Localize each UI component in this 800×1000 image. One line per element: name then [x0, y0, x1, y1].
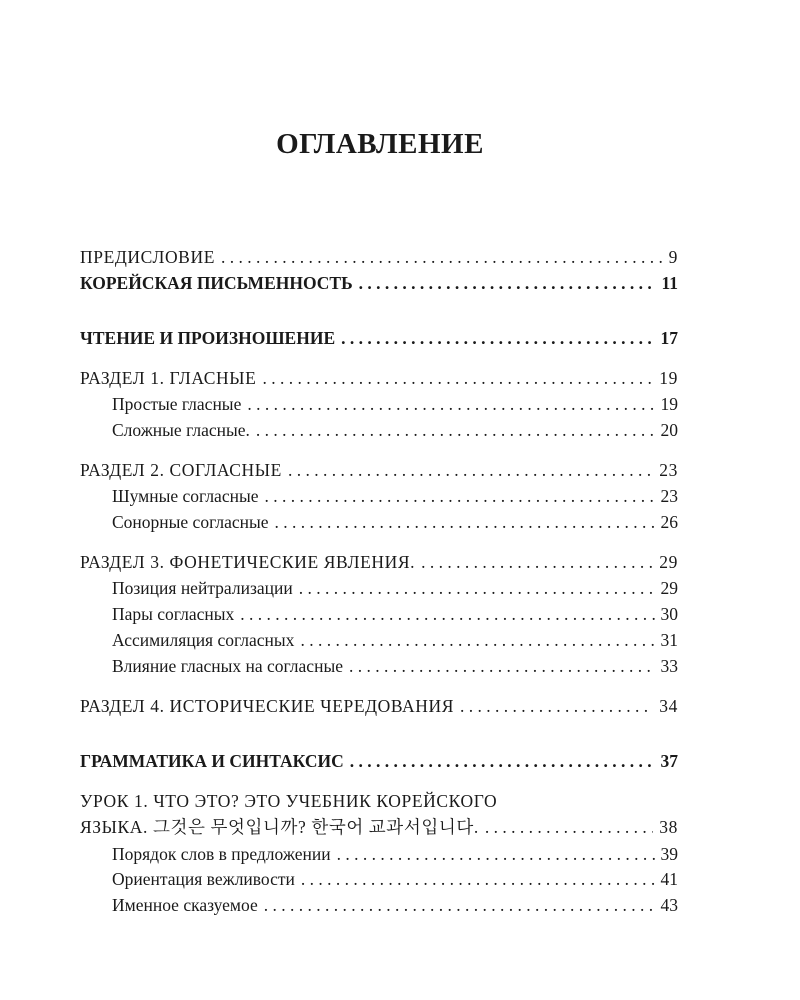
dot-leader [300, 627, 654, 653]
dot-leader [350, 748, 655, 774]
toc-entry-page: 33 [660, 656, 678, 676]
toc-entry-nominal-predicate[interactable] [112, 892, 678, 918]
dot-leader [262, 365, 653, 391]
toc-entry-text: КОРЕЙСКАЯ ПИСЬМЕННОСТЬ [80, 273, 353, 293]
dot-leader [359, 270, 656, 296]
toc-entry-word-order[interactable] [112, 841, 678, 867]
dot-leader [264, 892, 655, 918]
toc-entry-text: Ассимиляция согласных [112, 630, 295, 650]
toc-entry-reading[interactable] [80, 325, 678, 351]
dot-leader [337, 841, 655, 867]
toc-entry-page: 20 [660, 420, 678, 440]
toc-entry-page: 29 [660, 578, 678, 598]
toc-entry-page: 11 [661, 273, 678, 293]
toc-entry-text: Пары согласных [112, 604, 235, 624]
toc-entry-page: 39 [660, 844, 678, 864]
toc-entry-politeness[interactable] [112, 866, 678, 892]
toc-entry-text: Ориентация вежливости [112, 869, 295, 889]
toc-entry-section-2[interactable] [80, 457, 678, 483]
toc-entry-text: РАЗДЕЛ 1. ГЛАСНЫЕ [80, 368, 257, 388]
toc-entry-text: Порядок слов в предложении [112, 844, 331, 864]
toc-entry-text: Сонорные согласные [112, 512, 269, 532]
dot-leader [288, 457, 653, 483]
toc-entry-simple-vowels[interactable] [112, 391, 678, 417]
toc-entry-text: ЯЗЫКА. 그것은 무엇입니까? 한국어 교과서입니다. [80, 817, 479, 837]
toc-entry-grammar[interactable] [80, 748, 678, 774]
toc-entry-page: 19 [660, 394, 678, 414]
dot-leader [301, 866, 655, 892]
toc-entry-page: 43 [660, 895, 678, 915]
toc-entry-page: 29 [659, 552, 678, 572]
toc-entry-text: Позиция нейтрализации [112, 578, 293, 598]
toc-entry-complex-vowels[interactable] [112, 417, 678, 443]
toc-entry-page: 38 [659, 817, 678, 837]
toc-entry-text: Влияние гласных на согласные [112, 656, 343, 676]
toc-entry-page: 23 [660, 486, 678, 506]
toc-entry-page: 30 [660, 604, 678, 624]
toc-entry-page: 34 [659, 696, 678, 716]
dot-leader [341, 325, 654, 351]
toc-entry-text: ЧТЕНИЕ И ПРОИЗНОШЕНИЕ [80, 328, 336, 348]
toc-entry-assimilation[interactable] [112, 627, 678, 653]
dot-leader [275, 509, 655, 535]
toc-entry-text: РАЗДЕЛ 3. ФОНЕТИЧЕСКИЕ ЯВЛЕНИЯ. [80, 552, 416, 572]
toc-entry-sonorant-consonants[interactable] [112, 509, 678, 535]
dot-leader [485, 814, 653, 840]
toc-entry-text: Именное сказуемое [112, 895, 258, 915]
toc-entry-lesson-1[interactable] [80, 814, 678, 840]
toc-entry-vowel-influence[interactable] [112, 653, 678, 679]
toc-entry-text: Шумные согласные [112, 486, 259, 506]
toc-entry-neutralization[interactable] [112, 575, 678, 601]
toc-entry-page: 41 [660, 869, 678, 889]
toc-entry-section-1[interactable] [80, 365, 678, 391]
toc-entry-page: 19 [659, 368, 678, 388]
dot-leader [264, 483, 654, 509]
toc-entry-page: 26 [660, 512, 678, 532]
dot-leader [256, 417, 655, 443]
toc-entry-text: ПРЕДИСЛОВИЕ [80, 247, 215, 267]
toc-entry-page: 23 [659, 460, 678, 480]
toc-entry-text: ГРАММАТИКА И СИНТАКСИС [80, 751, 344, 771]
toc-entry-section-3[interactable] [80, 549, 678, 575]
page-title: ОГЛАВЛЕНИЕ [276, 128, 484, 160]
toc-entry-lesson-1-line1[interactable]: УРОК 1. ЧТО ЭТО? ЭТО УЧЕБНИК КОРЕЙСКОГО [80, 791, 498, 811]
toc-entry-text: РАЗДЕЛ 4. ИСТОРИЧЕСКИЕ ЧЕРЕДОВАНИЯ [80, 696, 455, 716]
dot-leader [221, 244, 663, 270]
toc-entry-page: 31 [660, 630, 678, 650]
toc-entry-preface[interactable] [80, 244, 678, 270]
toc-entry-text: РАЗДЕЛ 2. СОГЛАСНЫЕ [80, 460, 282, 480]
dot-leader [299, 575, 655, 601]
toc-entry-text: Простые гласные [112, 394, 242, 414]
toc-entry-noisy-consonants[interactable] [112, 483, 678, 509]
toc-entry-section-4[interactable] [80, 693, 678, 719]
toc-entry-text: Сложные гласные. [112, 420, 250, 440]
toc-entry-writing[interactable] [80, 270, 678, 296]
dot-leader [247, 391, 654, 417]
toc-entry-consonant-pairs[interactable] [112, 601, 678, 627]
toc-entry-page: 9 [668, 247, 678, 267]
toc-entry-page: 37 [660, 751, 678, 771]
dot-leader [349, 653, 655, 679]
dot-leader [460, 693, 653, 719]
dot-leader [240, 601, 654, 627]
toc-entry-page: 17 [660, 328, 678, 348]
dot-leader [421, 549, 653, 575]
